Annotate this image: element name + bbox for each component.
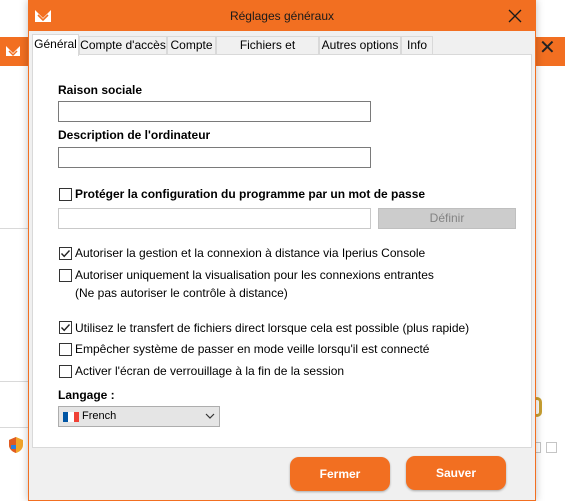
dialog-titlebar — [29, 1, 535, 31]
company-name-input[interactable] — [58, 101, 371, 122]
background-divider — [0, 427, 30, 428]
direct-transfer-label: Utilisez le transfert de fichiers direct lorsque cela est possible (plus rapide) — [75, 321, 470, 335]
password-input[interactable] — [58, 208, 371, 229]
save-button[interactable]: Sauver — [406, 456, 506, 490]
language-select-value: French — [82, 410, 117, 422]
remote-management-checkbox[interactable] — [59, 247, 72, 260]
lock-screen-label: Activer l'écran de verrouillage à la fin de la session — [75, 364, 345, 378]
shield-icon — [9, 437, 23, 453]
background-app-logo-icon — [4, 43, 22, 59]
close-button[interactable]: Fermer — [290, 457, 390, 491]
company-name-label: Raison sociale — [58, 83, 143, 97]
tab-account[interactable]: Compte — [167, 36, 216, 55]
lock-screen-checkbox[interactable] — [59, 365, 72, 378]
protect-password-label: Protéger la configuration du programme par un mot de passe — [75, 187, 426, 201]
check-icon — [60, 248, 71, 259]
check-icon — [60, 322, 71, 333]
background-divider — [0, 381, 30, 382]
background-control — [546, 442, 557, 453]
prevent-sleep-label: Empêcher système de passer en mode veille lorsqu'il est connecté — [75, 342, 430, 356]
background-close-icon[interactable]: ✕ — [539, 37, 556, 59]
tab-files-folders[interactable]: Fichiers et — [216, 36, 319, 55]
general-tab-panel — [32, 54, 532, 448]
computer-description-label: Description de l'ordinateur — [58, 128, 211, 142]
tab-general[interactable]: Général — [32, 34, 79, 56]
tab-other-options[interactable]: Autres options — [319, 36, 401, 55]
language-select[interactable] — [58, 406, 220, 427]
chevron-down-icon — [205, 412, 215, 420]
tab-info[interactable]: Info — [401, 36, 433, 55]
language-label: Langage : — [58, 388, 115, 402]
settings-dialog — [28, 0, 536, 501]
computer-description-input[interactable] — [58, 147, 371, 168]
prevent-sleep-checkbox[interactable] — [59, 343, 72, 356]
define-password-button[interactable]: Définir — [378, 208, 516, 229]
view-only-checkbox[interactable] — [59, 269, 72, 282]
remote-management-label: Autoriser la gestion et la connexion à distance via Iperius Console — [75, 246, 426, 260]
dialog-title: Réglages généraux — [229, 9, 335, 23]
close-icon[interactable] — [503, 4, 527, 28]
view-only-label: Autoriser uniquement la visualisation pour les connexions entrantes — [75, 268, 434, 282]
view-only-sublabel: (Ne pas autoriser le contrôle à distance) — [75, 286, 288, 300]
protect-password-checkbox[interactable] — [59, 188, 72, 201]
direct-transfer-checkbox[interactable] — [59, 321, 72, 334]
background-divider — [0, 228, 30, 229]
french-flag-icon — [63, 412, 79, 422]
tab-access-account[interactable]: Compte d'accès — [79, 36, 167, 55]
